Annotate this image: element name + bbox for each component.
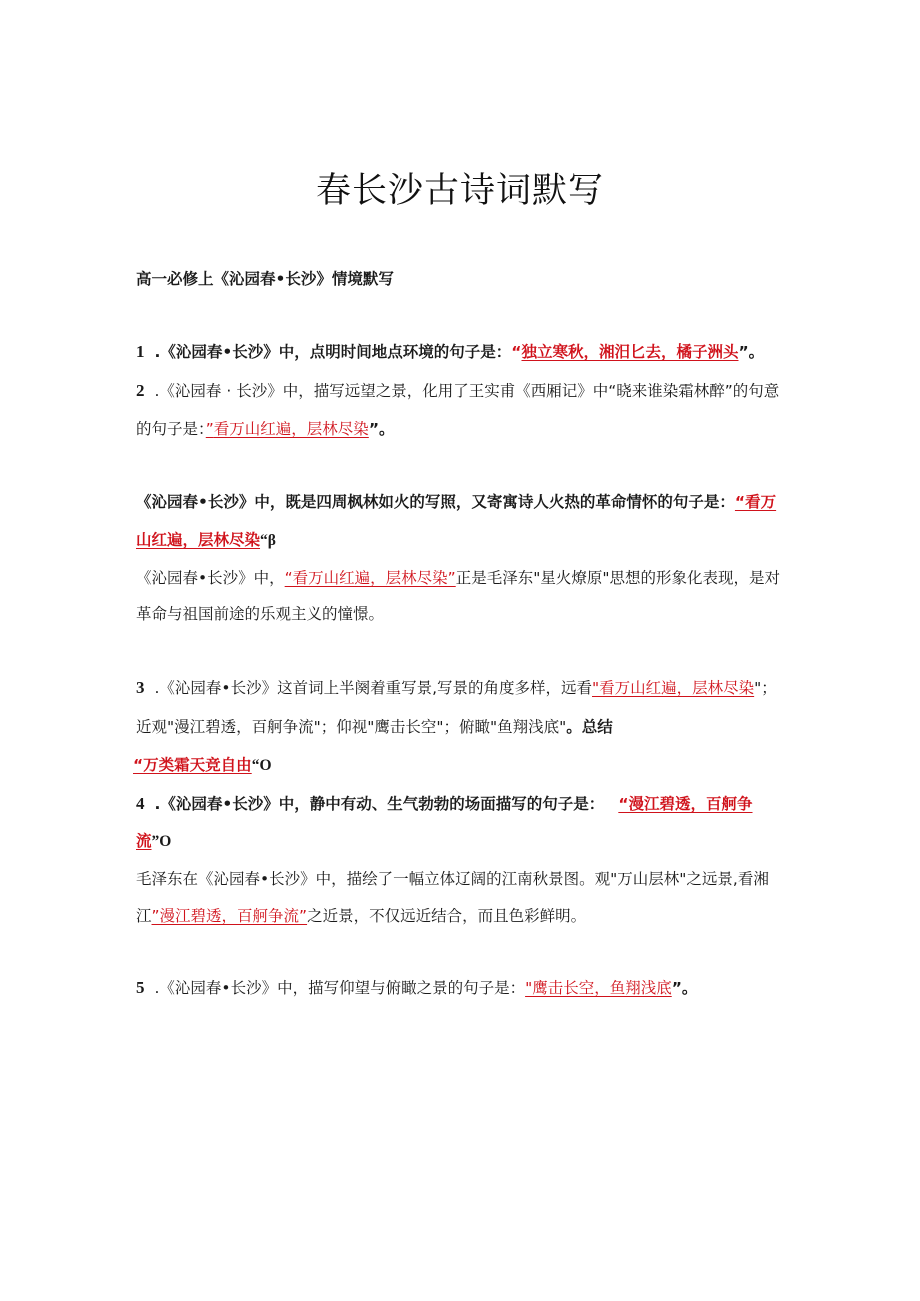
- answer-open-quote: “: [511, 343, 522, 361]
- question-4-line-2: [136, 830, 171, 853]
- answer-text-part-2: 山红遍，层林尽染: [136, 531, 261, 549]
- question-text-cont: 正是毛泽东"星火燎原"思想的形象化表现，是对: [455, 569, 780, 587]
- question-text: .《沁园春•长沙》中，描写仰望与俯瞰之景的句子是：: [154, 979, 526, 997]
- answer-text: “万类霜天竞自由: [133, 756, 252, 774]
- answer-text: “看万山红遍，层林尽染”: [284, 569, 456, 587]
- question-number: 1: [136, 342, 145, 361]
- question-2-line-1: [136, 380, 779, 402]
- answer-body: 看万山红遍，层林尽染: [213, 420, 369, 438]
- question-1: [136, 341, 764, 363]
- question-4-line-1: [136, 793, 753, 815]
- question-text: 江: [136, 907, 152, 925]
- answer-close: ”。: [671, 979, 698, 997]
- answer-text-part-1: “漫江碧透，百舸争: [618, 795, 753, 813]
- question-number: 4: [136, 794, 145, 813]
- answer-text-part-2: 流: [136, 832, 152, 850]
- answer-close: “β: [260, 532, 276, 549]
- question-text: .《沁园春•长沙》中，点明时间地点环境的句子是：: [154, 343, 512, 361]
- answer-close: ”。: [738, 343, 765, 361]
- question-2b-line-2: [136, 529, 276, 552]
- answer-text: "鹰击长空，鱼翔浅底: [525, 979, 672, 997]
- question-2b-line-1: [136, 491, 776, 513]
- answer-close: ”。: [368, 420, 395, 438]
- question-text: 的句子是：: [136, 420, 206, 438]
- answer-text: 独立寒秋，湘汨匕去，橘子洲头: [521, 343, 739, 361]
- question-number: 5: [136, 978, 145, 997]
- section-subtitle: 高一必修上《沁园春•长沙》情境默写: [136, 270, 394, 288]
- answer-close: “O: [251, 757, 272, 774]
- answer-text-part-1: “看万: [734, 493, 777, 511]
- answer-close: ”O: [151, 833, 172, 850]
- question-text-cont: 之近景，不仅远近结合，而且色彩鲜明。: [307, 907, 587, 925]
- question-number: 2: [136, 381, 145, 400]
- question-2-line-2: [136, 418, 395, 440]
- question-text: .《沁园春•长沙》中，静中有动、生气勃勃的场面描写的句子是：: [154, 795, 605, 813]
- question-text-bold: 。总结: [566, 718, 613, 736]
- answer-close: "；: [754, 679, 777, 697]
- answer-text: ”漫江碧透，百舸争流”: [151, 907, 308, 925]
- question-3-line-3: [133, 754, 272, 777]
- question-number: 3: [136, 678, 145, 697]
- question-4b-line-2: [136, 905, 586, 927]
- answer-text: [206, 420, 369, 438]
- question-4b-line-1: 毛泽东在《沁园春•长沙》中，描绘了一幅立体辽阔的江南秋景图。观"万山层林"之远景,看湘: [136, 870, 769, 888]
- question-5: [136, 977, 697, 999]
- answer-text: "看万山红遍，层林尽染: [592, 679, 755, 697]
- question-2c-line-2: 革命与祖国前途的乐观主义的憧憬。: [136, 605, 385, 623]
- question-3-line-1: [136, 677, 777, 699]
- answer-open-quote: ”: [205, 420, 214, 438]
- question-2c-line-1: [136, 567, 780, 589]
- question-text: 近观"漫江碧透，百舸争流"；仰视"鹰击长空"；俯瞰"鱼翔浅底": [136, 718, 567, 736]
- question-text: 《沁园春•长沙》中，: [136, 569, 285, 587]
- question-text: .《沁园春 · 长沙》中，描写远望之景，化用了王实甫《西厢记》中“晓来谁染霜林醉”的句意: [154, 382, 780, 400]
- question-3-line-2: [136, 716, 613, 738]
- page-title: 春长沙古诗词默写: [315, 171, 604, 211]
- question-text: .《沁园春•长沙》这首词上半阕着重写景,写景的角度多样，远看: [154, 679, 592, 697]
- question-text: 《沁园春•长沙》中，既是四周枫林如火的写照，又寄寓诗人火热的革命情怀的句子是：: [136, 493, 735, 511]
